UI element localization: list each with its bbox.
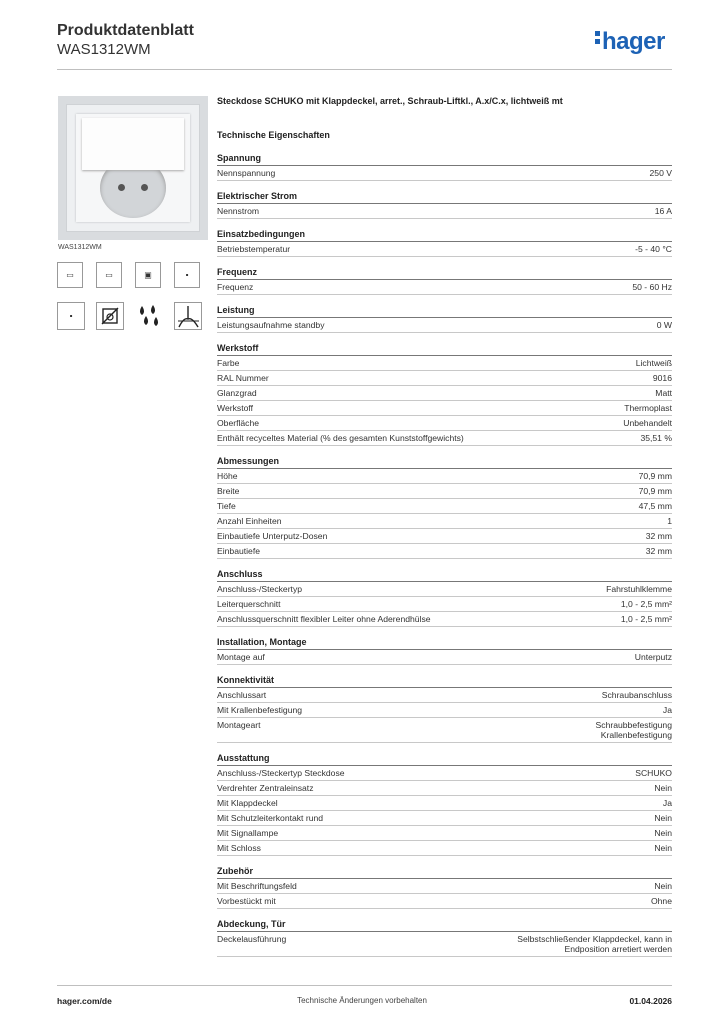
spec-row	[217, 826, 672, 841]
spec-value	[602, 690, 672, 700]
spec-value	[654, 828, 672, 838]
spec-label: Vorbestückt mit	[217, 896, 276, 906]
spec-section	[217, 343, 672, 446]
spec-row	[217, 401, 672, 416]
article-number: WAS1312WM	[57, 41, 151, 58]
footer-website: hager.com/de	[57, 996, 112, 1006]
spec-label: Einbautiefe	[217, 546, 261, 556]
spec-value	[621, 614, 672, 624]
spec-value	[655, 388, 672, 398]
spec-value	[653, 373, 672, 383]
section-heading: Spannung	[217, 153, 672, 166]
header-divider	[57, 69, 672, 70]
spec-label: Nennspannung	[217, 168, 276, 178]
section-heading: Werkstoff	[217, 343, 672, 356]
spec-label: Farbe	[217, 358, 240, 368]
spec-row	[217, 514, 672, 529]
spec-value-line: Fahrstuhlklemme	[606, 584, 672, 594]
spec-value	[632, 282, 672, 292]
tech-heading: Technische Eigenschaften	[217, 130, 330, 140]
spec-value-line: 47,5 mm	[638, 501, 672, 511]
spec-section	[217, 569, 672, 627]
section-heading: Elektrischer Strom	[217, 191, 672, 204]
spec-label: Deckelausführung	[217, 934, 287, 944]
spec-row	[217, 879, 672, 894]
spec-label: Anschluss-/Steckertyp	[217, 584, 303, 594]
spec-value-line: Matt	[655, 388, 672, 398]
spec-value-line: Ja	[662, 705, 672, 715]
spec-label: Montageart	[217, 720, 261, 730]
section-heading: Zubehör	[217, 866, 672, 879]
spec-value-line: 0 W	[656, 320, 672, 330]
spec-value	[635, 768, 672, 778]
spec-section	[217, 267, 672, 295]
spec-value-line: Schraubbefestigung	[595, 720, 672, 730]
spec-label: Nennstrom	[217, 206, 260, 216]
icon-glyph: ▪	[69, 311, 73, 321]
spec-value	[517, 934, 672, 954]
socket-small-icon	[57, 262, 83, 288]
spec-label: Montage auf	[217, 652, 265, 662]
section-heading: Abdeckung, Tür	[217, 919, 672, 932]
spec-label: Höhe	[217, 471, 238, 481]
spec-label: Anschlussart	[217, 690, 267, 700]
spec-row	[217, 544, 672, 559]
icon-glyph: ▭	[66, 270, 74, 280]
spec-label: Breite	[217, 486, 240, 496]
spec-value	[640, 433, 672, 443]
spec-value-line: Nein	[654, 843, 672, 853]
spec-label: Mit Beschriftungsfeld	[217, 881, 297, 891]
spec-row	[217, 386, 672, 401]
spec-value	[639, 486, 672, 496]
spec-row	[217, 484, 672, 499]
spec-section	[217, 153, 672, 181]
spec-label: Mit Signallampe	[217, 828, 279, 838]
spec-value-line: 32 mm	[645, 546, 672, 556]
socket-pin	[141, 184, 148, 191]
spec-value-line: 32 mm	[645, 531, 672, 541]
spec-row	[217, 499, 672, 514]
spec-value	[654, 881, 672, 891]
spec-row	[217, 894, 672, 909]
spec-label: Anzahl Einheiten	[217, 516, 282, 526]
spec-value	[623, 418, 672, 428]
spec-row	[217, 280, 672, 295]
spec-value-line: Schraubanschluss	[601, 690, 672, 700]
spec-row	[217, 242, 672, 257]
spec-row	[217, 718, 672, 743]
spec-value	[636, 358, 672, 368]
spec-value-line: Selbstschließender Klappdeckel, kann in	[517, 934, 672, 944]
spec-value	[596, 720, 672, 740]
spec-row	[217, 469, 672, 484]
spec-value-line: Endposition arretiert werden	[564, 944, 672, 954]
spec-value-line: SCHUKO	[635, 768, 672, 778]
spec-value	[654, 783, 672, 793]
spec-value-line: Nein	[654, 783, 672, 793]
spec-value-line: 1	[667, 516, 672, 526]
spec-value-line: Unterputz	[634, 652, 672, 662]
spec-value	[624, 403, 672, 413]
section-heading: Frequenz	[217, 267, 672, 280]
spec-value	[606, 584, 672, 594]
spec-value-line: Nein	[654, 881, 672, 891]
section-heading: Einsatzbedingungen	[217, 229, 672, 242]
spec-value	[663, 705, 672, 715]
spec-section	[217, 753, 672, 856]
spec-value-line: Lichtweiß	[635, 358, 672, 368]
spec-section	[217, 637, 672, 665]
spec-label: Enthält recyceltes Material (% des gesamten Kunststoffgewichts)	[217, 433, 464, 443]
water-drops-icon	[135, 302, 163, 330]
spec-row	[217, 431, 672, 446]
icon-glyph: ▪	[185, 270, 189, 280]
spec-row	[217, 650, 672, 665]
spec-row	[217, 204, 672, 219]
spec-value	[646, 546, 672, 556]
spec-label: Frequenz	[217, 282, 254, 292]
socket-lid-icon	[135, 262, 161, 288]
spec-value-line: 1,0 - 2,5 mm²	[620, 599, 672, 609]
spec-value-line: Ja	[662, 798, 672, 808]
dot-icon	[174, 262, 200, 288]
spec-label: Mit Schloss	[217, 843, 261, 853]
spec-label: Tiefe	[217, 501, 236, 511]
spec-label: Glanzgrad	[217, 388, 257, 398]
spec-row	[217, 766, 672, 781]
spec-value	[657, 320, 672, 330]
spec-label: Verdrehter Zentraleinsatz	[217, 783, 314, 793]
spec-value-line: -5 - 40 °C	[635, 244, 672, 254]
spec-label: Einbautiefe Unterputz-Dosen	[217, 531, 328, 541]
section-heading: Konnektivität	[217, 675, 672, 688]
no-dishwasher-icon	[96, 302, 124, 330]
spec-row	[217, 841, 672, 856]
spec-value	[621, 599, 672, 609]
spec-row	[217, 612, 672, 627]
spec-value	[663, 798, 672, 808]
socket-pin	[118, 184, 125, 191]
dot-icon	[57, 302, 85, 330]
spec-value	[667, 516, 672, 526]
icon-glyph: ▣	[144, 270, 152, 280]
product-description: Steckdose SCHUKO mit Klappdeckel, arret., Schraub-Liftkl., A.x/C.x, lichtweiß mt	[217, 96, 563, 106]
spec-label: Leistungsaufnahme standby	[217, 320, 325, 330]
spec-section	[217, 456, 672, 559]
spec-label: Werkstoff	[217, 403, 253, 413]
spec-section	[217, 229, 672, 257]
spec-label: Leiterquerschnitt	[217, 599, 281, 609]
section-heading: Ausstattung	[217, 753, 672, 766]
spec-row	[217, 597, 672, 612]
hager-logo	[595, 28, 665, 56]
spec-value-line: Nein	[654, 828, 672, 838]
spec-row	[217, 811, 672, 826]
spec-label: Betriebstemperatur	[217, 244, 291, 254]
image-caption: WAS1312WM	[58, 244, 102, 251]
section-heading: Installation, Montage	[217, 637, 672, 650]
spec-label: Mit Schutzleiterkontakt rund	[217, 813, 324, 823]
spec-value-line: Unbehandelt	[623, 418, 672, 428]
spec-value-line: 50 - 60 Hz	[632, 282, 672, 292]
spec-label: RAL Nummer	[217, 373, 269, 383]
spec-row	[217, 318, 672, 333]
spec-value-line: 16 A	[654, 206, 672, 216]
data-sheet	[217, 96, 672, 967]
spec-value-line: Krallenbefestigung	[600, 730, 672, 740]
spec-row	[217, 529, 672, 544]
socket-frame	[66, 104, 200, 232]
spec-row	[217, 703, 672, 718]
footer-date: 01.04.2026	[629, 996, 672, 1006]
spec-value-line: 70,9 mm	[638, 486, 672, 496]
spec-value-line: Nein	[654, 813, 672, 823]
spec-row	[217, 416, 672, 431]
spec-section	[217, 191, 672, 219]
icon-glyph: ▭	[105, 270, 113, 280]
spec-row	[217, 688, 672, 703]
spec-value-line: 9016	[652, 373, 672, 383]
spec-value	[639, 501, 672, 511]
spec-section	[217, 675, 672, 743]
spec-value	[635, 244, 672, 254]
spec-value	[650, 168, 672, 178]
spec-row	[217, 781, 672, 796]
section-heading: Leistung	[217, 305, 672, 318]
spec-row	[217, 582, 672, 597]
footer-note: Technische Änderungen vorbehalten	[297, 996, 427, 1005]
spec-value-line: Ohne	[650, 896, 672, 906]
page-title: Produktdatenblatt	[57, 22, 194, 39]
spec-label: Mit Krallenbefestigung	[217, 705, 303, 715]
spec-value	[654, 813, 672, 823]
spec-label: Anschluss-/Steckertyp Steckdose	[217, 768, 345, 778]
footer-divider	[57, 985, 672, 986]
spec-value	[635, 652, 672, 662]
spec-label: Mit Klappdeckel	[217, 798, 278, 808]
spec-label: Anschlussquerschnitt flexibler Leiter ohne Aderendhülse	[217, 614, 431, 624]
section-heading: Abmessungen	[217, 456, 672, 469]
spec-value	[639, 471, 672, 481]
spec-row	[217, 371, 672, 386]
spec-value	[651, 896, 672, 906]
spec-section	[217, 305, 672, 333]
spec-row	[217, 796, 672, 811]
section-heading: Anschluss	[217, 569, 672, 582]
spec-value-line: 70,9 mm	[638, 471, 672, 481]
ip-rating-icon	[174, 302, 202, 330]
spec-sections	[217, 153, 672, 957]
spec-value-line: Thermoplast	[624, 403, 672, 413]
spec-section	[217, 919, 672, 957]
spec-row	[217, 932, 672, 957]
hinged-lid	[82, 118, 184, 170]
logo-text: hager	[602, 28, 665, 55]
spec-value	[646, 531, 672, 541]
spec-value-line: 35,51 %	[640, 433, 672, 443]
spec-section	[217, 866, 672, 909]
spec-value-line: 1,0 - 2,5 mm²	[620, 614, 672, 624]
product-image	[58, 96, 208, 240]
spec-row	[217, 166, 672, 181]
spec-label: Oberfläche	[217, 418, 260, 428]
socket-small-icon	[96, 262, 122, 288]
spec-value-line: 250 V	[649, 168, 672, 178]
spec-value	[654, 843, 672, 853]
spec-value	[655, 206, 672, 216]
socket-insert	[76, 114, 190, 222]
spec-row	[217, 356, 672, 371]
